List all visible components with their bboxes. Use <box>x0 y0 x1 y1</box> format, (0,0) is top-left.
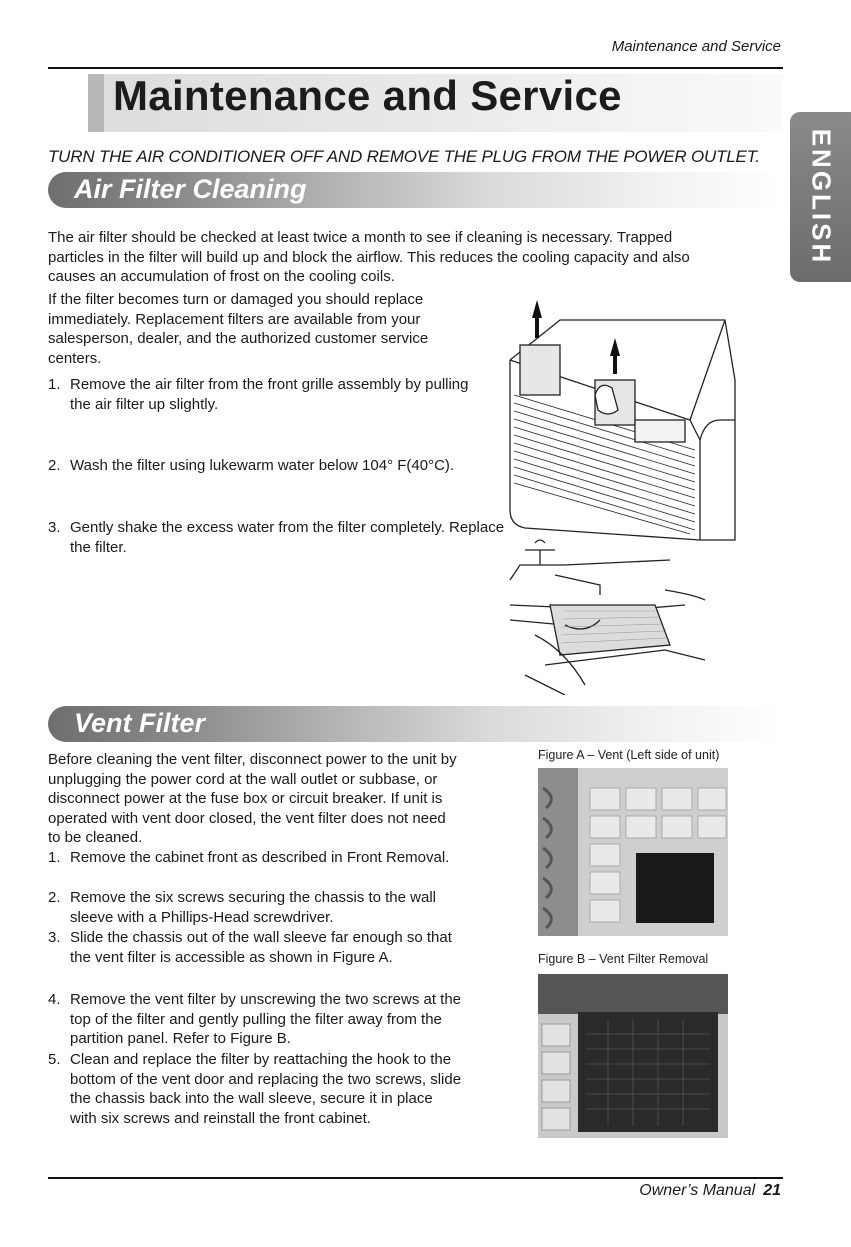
figure-a-caption: Figure A – Vent (Left side of unit) <box>538 748 720 762</box>
page-number: 21 <box>763 1182 781 1199</box>
figure-a-vent-photo <box>538 768 728 936</box>
step-number: 4. <box>48 991 61 1008</box>
section-header-air-filter <box>48 172 783 208</box>
title-accent-block <box>88 74 104 132</box>
air-filter-step <box>48 456 518 476</box>
vent-filter-step <box>48 990 463 1049</box>
ac-unit-filter-illustration <box>500 300 740 545</box>
air-filter-replace-note: If the filter becomes turn or damaged you should replace immediately. Replacement filters are available from your salesperson, dealer, and the authorized customer service centers. <box>48 291 429 367</box>
step-text: Clean and replace the filter by reattaching the hook to the bottom of the vent door and replacing the two screws, slide the chassis back into the wall sleeve, secure it in place with six screws and reinstall the front cabinet. <box>70 1051 462 1127</box>
language-tab-label: ENGLISH <box>806 128 836 266</box>
footer-manual-title: Owner’s Manual <box>639 1182 756 1199</box>
step-text: Slide the chassis out of the wall sleeve far enough so that the vent filter is accessible as shown in Figure A. <box>70 929 452 966</box>
step-number: 3. <box>48 929 61 946</box>
air-filter-intro: The air filter should be checked at least twice a month to see if cleaning is necessary. Trapped particles in the filter will build up and block the airflow. This reduces the cooling capacity and also causes an accumulation of frost on the cooling coils. <box>48 229 690 285</box>
page-title: Maintenance and Service <box>113 72 622 119</box>
figure-b-vent-filter-photo <box>538 974 728 1138</box>
header-rule <box>48 67 783 69</box>
vent-photo-graphic <box>538 768 728 936</box>
vent-filter-photo-graphic <box>538 974 728 1138</box>
air-filter-step <box>48 518 518 557</box>
language-tab <box>790 112 851 282</box>
step-text: Remove the six screws securing the chassis to the wall sleeve with a Phillips-Head screwdriver. <box>70 889 436 926</box>
step-text: Remove the vent filter by unscrewing the two screws at the top of the filter and gently pulling the filter away from the partition panel. Refer to Figure B. <box>70 991 462 1047</box>
air-filter-step <box>48 375 488 414</box>
footer <box>639 1182 781 1200</box>
vent-filter-step <box>48 848 463 868</box>
step-number: 1. <box>48 376 61 393</box>
washing-filter-illustration <box>505 535 715 695</box>
section-title: Air Filter Cleaning <box>74 174 307 204</box>
vent-filter-intro: Before cleaning the vent filter, disconnect power to the unit by unplugging the power cord at the wall outlet or subbase, or disconnect power at the fuse box or circuit breaker. If unit is operated with vent door closed, the vent filter does not need to be cleaned. <box>48 751 457 846</box>
vent-filter-step <box>48 1050 463 1128</box>
step-number: 5. <box>48 1051 61 1068</box>
running-header: Maintenance and Service <box>611 38 781 55</box>
section-header-vent-filter <box>48 706 783 742</box>
step-number: 1. <box>48 849 61 866</box>
step-text: Remove the cabinet front as described in Front Removal. <box>70 849 450 866</box>
step-number: 2. <box>48 457 61 474</box>
footer-rule <box>48 1177 783 1179</box>
section-title: Vent Filter <box>74 708 206 738</box>
step-text: Gently shake the excess water from the filter completely. Replace the filter. <box>70 519 505 556</box>
step-number: 3. <box>48 519 61 536</box>
step-number: 2. <box>48 889 61 906</box>
figure-b-caption: Figure B – Vent Filter Removal <box>538 952 709 966</box>
vent-filter-step <box>48 888 463 927</box>
step-text: Remove the air filter from the front grille assembly by pulling the air filter up slightly. <box>70 376 469 413</box>
step-text: Wash the filter using lukewarm water below 104° F(40°C). <box>70 457 455 474</box>
vent-filter-step <box>48 928 463 967</box>
safety-warning: TURN THE AIR CONDITIONER OFF AND REMOVE THE PLUG FROM THE POWER OUTLET. <box>48 147 760 166</box>
